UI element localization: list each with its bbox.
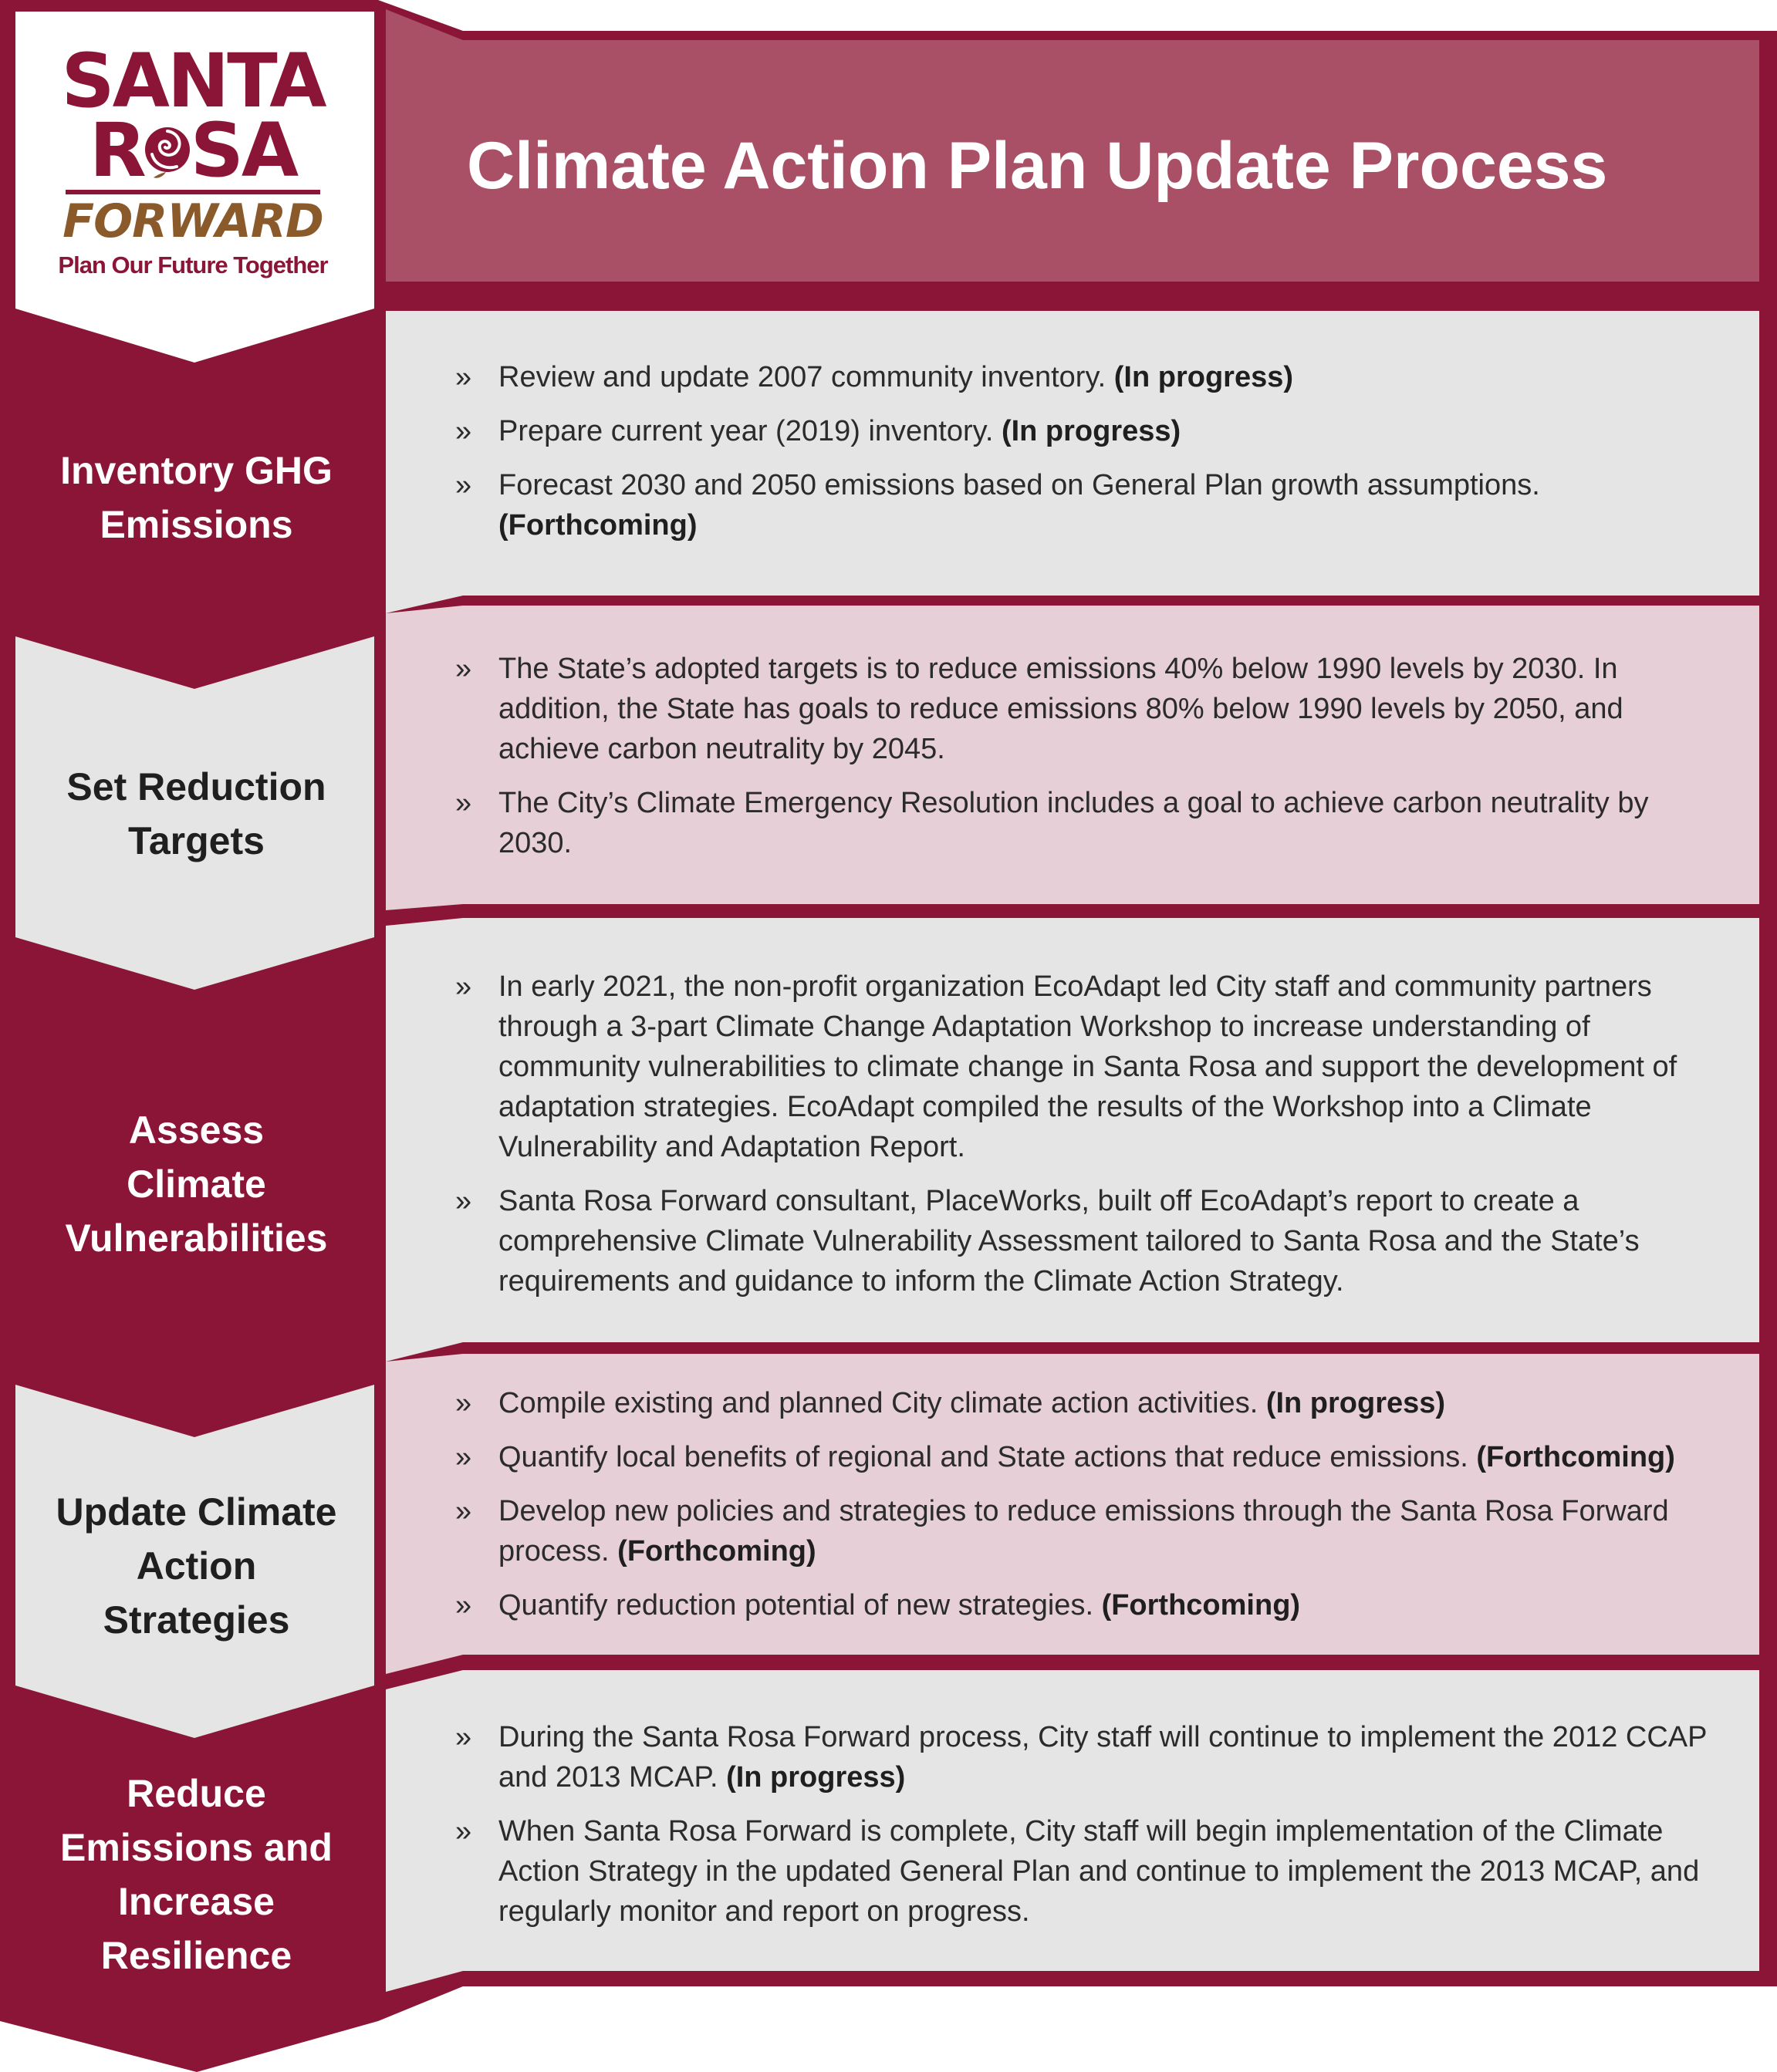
bullets-reduce bbox=[455, 1697, 1721, 1952]
bullets-update bbox=[455, 1373, 1721, 1635]
logo-letter-r: R bbox=[89, 107, 144, 194]
step-label-line: Increase bbox=[118, 1880, 275, 1923]
logo-word-santa: SANTA bbox=[61, 38, 325, 124]
logo-word-forward: FORWARD bbox=[62, 194, 323, 248]
chevron-right-icon: » bbox=[455, 1185, 472, 1217]
bullet-text: Forecast 2030 and 2050 emissions based on General Plan growth assumptions. bbox=[498, 469, 1540, 501]
bullet-text: The City’s Climate Emergency Resolution includes a goal to achieve carbon neutrality by 2030. bbox=[498, 787, 1649, 859]
bullets-targets bbox=[455, 629, 1659, 883]
chevron-right-icon: » bbox=[455, 469, 472, 501]
bullet-item bbox=[455, 1717, 1721, 1797]
bullet-text: Quantify local benefits of regional and State actions that reduce emissions. bbox=[498, 1441, 1477, 1473]
step-label-line: Update Climate bbox=[56, 1490, 337, 1534]
step-label-line: Strategies bbox=[103, 1598, 290, 1642]
step-label-targets bbox=[17, 690, 376, 937]
page-title: Climate Action Plan Update Process bbox=[467, 128, 1608, 203]
step-label-line: Resilience bbox=[100, 1934, 292, 1977]
bullet-text: In early 2021, the non-profit organization EcoAdapt led City staff and community partners through a 3-part Climate Change Adaptation Workshop to increase understanding of community vulnerabilities to climate change in Santa Rosa and support the development of adaptation strategies. EcoAdapt compiled the results of the Workshop into a Climate Vulnerability and Adaptation Report. bbox=[498, 970, 1677, 1163]
bullet-text: Compile existing and planned City climate action activities. bbox=[498, 1387, 1266, 1419]
chevron-right-icon: » bbox=[455, 787, 472, 819]
bullet-item bbox=[455, 649, 1659, 769]
logo-letters-sa: SA bbox=[190, 107, 297, 194]
bullet-text: The State’s adopted targets is to reduce emissions 40% below 1990 levels by 2030. In addition, the State has goals to reduce emissions 80% below 1990 levels by 2050, and achieve carbon neutrality by 2045. bbox=[498, 653, 1623, 765]
chevron-right-icon: » bbox=[455, 1387, 472, 1419]
step-label-line: Assess bbox=[128, 1109, 265, 1152]
step-label-line: Emissions and bbox=[60, 1826, 333, 1869]
step-label-line: Vulnerabilities bbox=[65, 1217, 328, 1260]
santa-rosa-forward-logo bbox=[15, 38, 370, 309]
bullet-text: During the Santa Rosa Forward process, City staff will continue to implement the 2012 CCAP and 2013 MCAP. bbox=[498, 1721, 1707, 1794]
bullets-assess bbox=[455, 949, 1721, 1319]
bullet-status: (Forthcoming) bbox=[498, 509, 698, 542]
chevron-right-icon: » bbox=[455, 1815, 472, 1848]
bullet-status: (In progress) bbox=[726, 1761, 906, 1794]
bullet-status: (Forthcoming) bbox=[617, 1535, 816, 1567]
chevron-right-icon: » bbox=[455, 1589, 472, 1621]
bullets-inventory bbox=[455, 332, 1721, 571]
bullet-status: (In progress) bbox=[1001, 415, 1181, 447]
step-label-assess bbox=[17, 995, 376, 1373]
step-label-reduce bbox=[17, 1743, 376, 2006]
logo-word-rosa bbox=[15, 107, 370, 194]
bullet-item bbox=[455, 465, 1721, 545]
bullet-item bbox=[455, 1491, 1721, 1571]
step-label-line: Emissions bbox=[100, 503, 293, 546]
chevron-right-icon: » bbox=[455, 1495, 472, 1527]
bullet-status: (In progress) bbox=[1113, 361, 1293, 393]
bullet-item bbox=[455, 1383, 1721, 1423]
bullet-text: Prepare current year (2019) inventory. bbox=[498, 415, 1002, 447]
bullet-text: Develop new policies and strategies to reduce emissions through the Santa Rosa Forward process. bbox=[498, 1495, 1669, 1567]
bullet-item bbox=[455, 1181, 1721, 1301]
bullet-item bbox=[455, 411, 1721, 451]
bullet-text: Review and update 2007 community inventory. bbox=[498, 361, 1114, 393]
step-label-line: Targets bbox=[128, 819, 265, 862]
bullet-text: Quantify reduction potential of new strategies. bbox=[498, 1589, 1102, 1621]
bullet-item bbox=[455, 1437, 1721, 1477]
bullet-item bbox=[455, 1585, 1721, 1625]
step-label-line: Reduce bbox=[127, 1772, 266, 1815]
step-label-line: Action bbox=[136, 1544, 257, 1588]
chevron-right-icon: » bbox=[455, 1721, 472, 1753]
bullet-item bbox=[455, 357, 1721, 397]
step-label-line: Climate bbox=[127, 1163, 266, 1206]
step-label-update bbox=[17, 1443, 376, 1689]
bullet-status: (Forthcoming) bbox=[1101, 1589, 1301, 1621]
step-label-line: Set Reduction bbox=[66, 765, 326, 808]
chevron-right-icon: » bbox=[455, 361, 472, 393]
chevron-right-icon: » bbox=[455, 653, 472, 685]
chevron-right-icon: » bbox=[455, 1441, 472, 1473]
bullet-status: (Forthcoming) bbox=[1476, 1441, 1675, 1473]
chevron-right-icon: » bbox=[455, 415, 472, 447]
logo-tagline: Plan Our Future Together bbox=[58, 251, 328, 278]
bullet-status: (In progress) bbox=[1265, 1387, 1446, 1419]
bullet-item bbox=[455, 1811, 1721, 1932]
bullet-text: Santa Rosa Forward consultant, PlaceWorks, built off EcoAdapt’s report to create a comprehensive Climate Vulnerability Assessment tailored to Santa Rosa and the State’s requirements and guidance to inform the Climate Action Strategy. bbox=[498, 1185, 1640, 1298]
bullet-item bbox=[455, 967, 1721, 1167]
bullet-text: When Santa Rosa Forward is complete, City staff will begin implementation of the Climate Action Strategy in the updated General Plan and continue to implement the 2013 MCAP, and regularly monitor and report on progress. bbox=[498, 1815, 1700, 1928]
chevron-right-icon: » bbox=[455, 970, 472, 1003]
bullet-item bbox=[455, 783, 1659, 863]
step-label-inventory bbox=[17, 363, 376, 633]
rose-icon bbox=[143, 123, 192, 182]
step-label-line: Inventory GHG bbox=[60, 449, 333, 492]
